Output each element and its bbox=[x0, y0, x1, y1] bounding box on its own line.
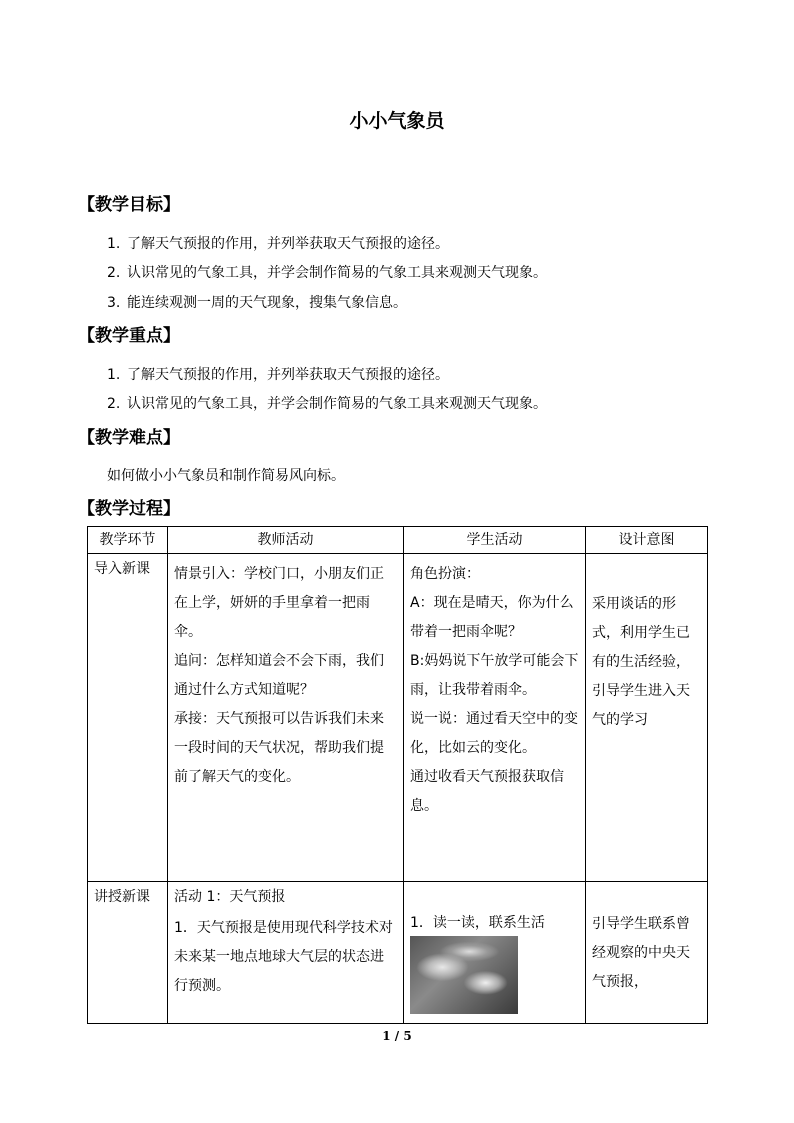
table-row bbox=[88, 554, 708, 882]
keypoints-heading: 【教学重点】 bbox=[78, 326, 180, 346]
goals-heading: 【教学目标】 bbox=[78, 195, 180, 215]
goal-item bbox=[107, 262, 547, 282]
keypoint-number: 1. bbox=[107, 367, 121, 383]
goal-number: 3. bbox=[107, 295, 121, 311]
teaching-process-table bbox=[87, 526, 708, 1024]
goal-text: 了解天气预报的作用，并列举获取天气预报的途径。 bbox=[127, 236, 449, 252]
student-cell bbox=[404, 554, 586, 882]
stage-cell bbox=[88, 882, 168, 1024]
teacher-text: 1．天气预报是使用现代科学技术对未来某一地点地球大气层的状态进行预测。 bbox=[174, 920, 393, 994]
teacher-text: 追问：怎样知道会不会下雨，我们通过什么方式知道呢？ bbox=[174, 653, 384, 698]
stage-text: 导入新课 bbox=[94, 561, 150, 577]
satellite-cloud-image bbox=[410, 936, 518, 1014]
header-stage: 教学环节 bbox=[88, 527, 168, 554]
difficulty-heading: 【教学难点】 bbox=[78, 428, 180, 448]
goal-text: 认识常见的气象工具，并学会制作简易的气象工具来观测天气现象。 bbox=[127, 265, 547, 281]
student-text: 角色扮演： bbox=[410, 566, 480, 582]
goal-text: 能连续观测一周的天气现象，搜集气象信息。 bbox=[127, 295, 407, 311]
intent-cell bbox=[586, 882, 708, 1024]
stage-text: 讲授新课 bbox=[94, 889, 150, 905]
header-student: 学生活动 bbox=[404, 527, 586, 554]
keypoint-text: 了解天气预报的作用，并列举获取天气预报的途径。 bbox=[127, 367, 449, 383]
keypoint-text: 认识常见的气象工具，并学会制作简易的气象工具来观测天气现象。 bbox=[127, 396, 547, 412]
student-text: A：现在是晴天，你为什么带着一把雨伞呢？ bbox=[410, 595, 574, 640]
student-text: 1．读一读，联系生活 bbox=[410, 915, 545, 931]
table-row bbox=[88, 882, 708, 1024]
teacher-text: 情景引入：学校门口，小朋友们正在上学，妍妍的手里拿着一把雨伞。 bbox=[174, 566, 384, 640]
intent-text: 采用谈话的形式，利用学生已有的生活经验，引导学生进入天气的学习 bbox=[592, 596, 690, 728]
student-text: B:妈妈说下午放学可能会下雨，让我带着雨伞。 bbox=[410, 653, 579, 698]
page-number: 1 / 5 bbox=[382, 1029, 412, 1043]
keypoint-item bbox=[107, 393, 547, 413]
table-header-row bbox=[88, 527, 708, 554]
header-intent: 设计意图 bbox=[586, 527, 708, 554]
student-text: 通过收看天气预报获取信息。 bbox=[410, 769, 564, 814]
teacher-cell bbox=[168, 554, 404, 882]
keypoint-number: 2. bbox=[107, 396, 121, 412]
intent-text: 引导学生联系曾经观察的中央天气预报， bbox=[592, 916, 690, 990]
student-cell bbox=[404, 882, 586, 1024]
stage-cell bbox=[88, 554, 168, 882]
teacher-cell bbox=[168, 882, 404, 1024]
goal-item bbox=[107, 233, 449, 253]
difficulty-text: 如何做小小气象员和制作简易风向标。 bbox=[107, 468, 345, 484]
student-text: 说一说：通过看天空中的变化，比如云的变化。 bbox=[410, 711, 578, 756]
goal-number: 1. bbox=[107, 236, 121, 252]
document-title: 小小气象员 bbox=[349, 110, 445, 132]
header-teacher: 教师活动 bbox=[168, 527, 404, 554]
teacher-text: 活动 1：天气预报 bbox=[174, 889, 286, 905]
keypoint-item bbox=[107, 364, 449, 384]
process-heading: 【教学过程】 bbox=[78, 499, 180, 519]
teacher-text: 承接：天气预报可以告诉我们未来一段时间的天气状况，帮助我们提前了解天气的变化。 bbox=[174, 711, 384, 785]
goal-item bbox=[107, 292, 407, 312]
intent-cell bbox=[586, 554, 708, 882]
goal-number: 2. bbox=[107, 265, 121, 281]
